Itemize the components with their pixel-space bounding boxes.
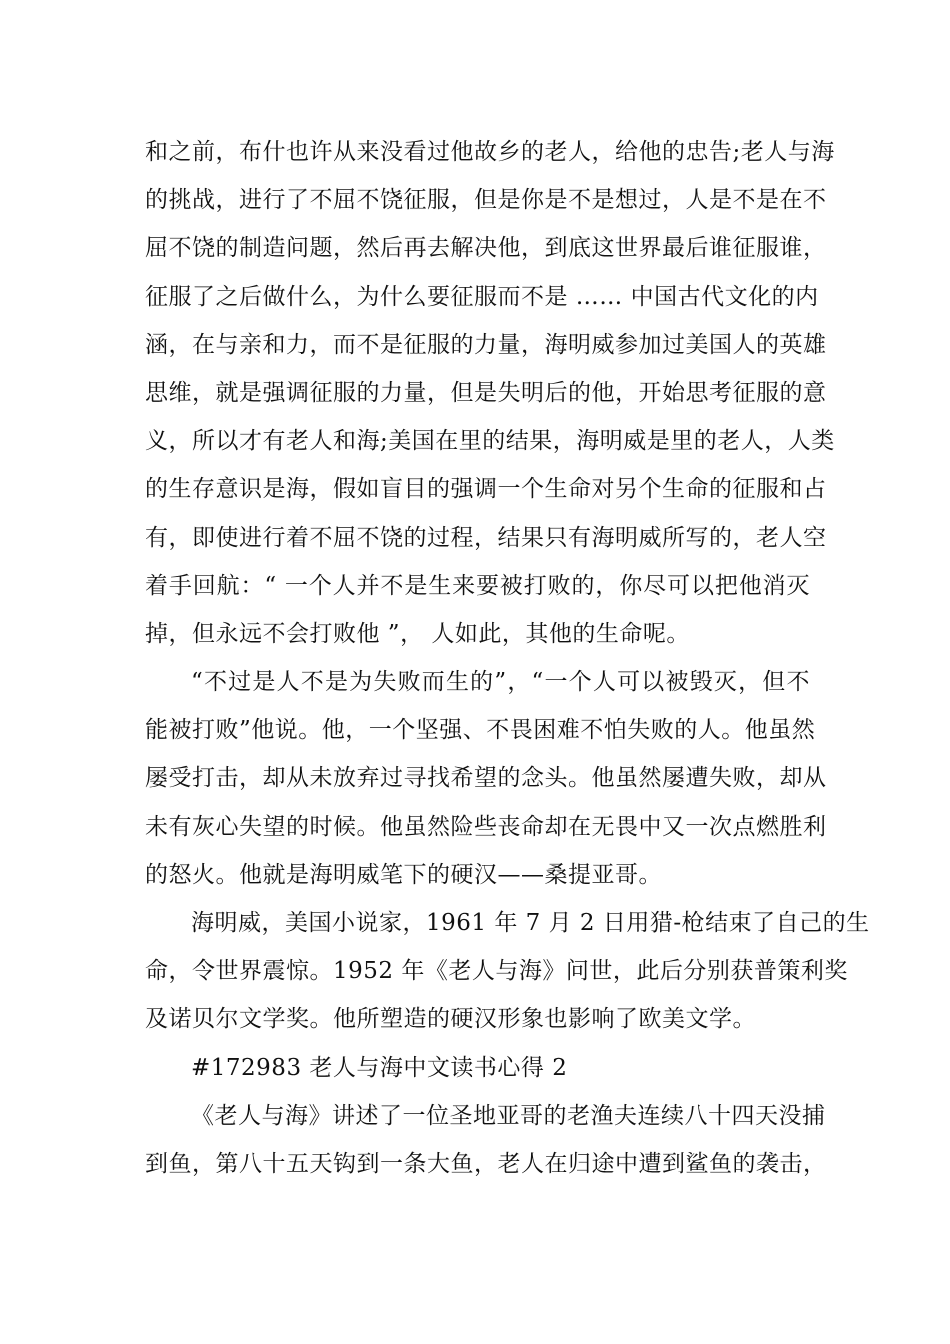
text-line: 命，令世界震惊。1952 年《老人与海》问世，此后分别获普策利奖 (145, 958, 848, 985)
section-heading: #172983 老人与海中文读书心得 2 (191, 1054, 568, 1081)
text-line: “不过是人不是为失败而生的”，“一个人可以被毁灭，但不 (191, 669, 810, 696)
text-line: 义，所以才有老人和海;美国在里的结果，海明威是里的老人，人类 (145, 428, 835, 455)
text-line: 思维，就是强调征服的力量，但是失明后的他，开始思考征服的意 (145, 379, 827, 406)
text-line: 有，即使进行着不屈不饶的过程，结果只有海明威所写的，老人空 (145, 524, 827, 551)
text-line: 的怒火。他就是海明威笔下的硬汉——桑提亚哥。 (145, 861, 662, 888)
text-line: 和之前，布什也许从来没看过他故乡的老人，给他的忠告;老人与海 (145, 139, 835, 165)
text-line: 着手回航：“ 一个人并不是生来要被打败的，你尽可以把他消灭 (145, 572, 810, 599)
text-line: 未有灰心失望的时候。他虽然险些丧命却在无畏中又一次点燃胜利 (145, 813, 827, 840)
text-line: 海明威，美国小说家，1961 年 7 月 2 日用猎-枪结束了自己的生 (191, 910, 870, 936)
text-line: 征服了之后做什么，为什么要征服而不是 …… 中国古代文化的内 (145, 283, 819, 310)
text-line: 屈不饶的制造问题，然后再去解决他，到底这世界最后谁征服谁， (145, 235, 827, 262)
text-line: 屡受打击，却从未放弃过寻找希望的念头。他虽然屡遭失败，却从 (145, 765, 827, 792)
text-line: 掉，但永远不会打败他 ”， 人如此，其他的生命呢。 (145, 620, 690, 647)
text-line: 到鱼，第八十五天钩到一条大鱼，老人在归途中遭到鲨鱼的袭击， (145, 1150, 827, 1177)
text-line: 的挑战，进行了不屈不饶征服，但是你是不是想过，人是不是在不 (145, 187, 827, 214)
text-line: 《老人与海》讲述了一位圣地亚哥的老渔夫连续八十四天没捕 (191, 1102, 826, 1129)
text-line: 能被打败”他说。他，一个坚强、不畏困难不怕失败的人。他虽然 (145, 717, 816, 744)
body-text (145, 128, 870, 1188)
text-line: 涵，在与亲和力，而不是征服的力量，海明威参加过美国人的英雄 (145, 331, 827, 358)
text-line: 及诺贝尔文学奖。他所塑造的硬汉形象也影响了欧美文学。 (145, 1006, 756, 1033)
text-line: 的生存意识是海，假如盲目的强调一个生命对另个生命的征服和占 (145, 476, 827, 503)
